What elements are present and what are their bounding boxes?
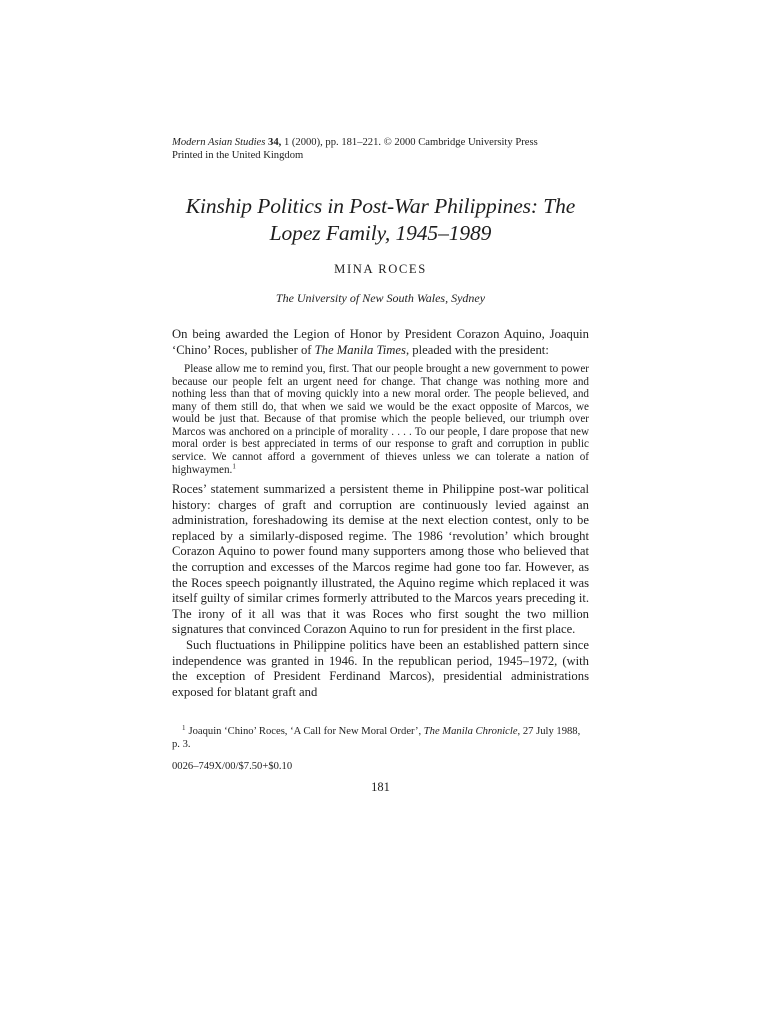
footnote-source: The Manila Chronicle [423, 726, 518, 738]
footnote-number: 1 [182, 723, 186, 732]
journal-page [172, 136, 589, 795]
journal-volume: 34, [268, 137, 282, 148]
intro-text-after: , pleaded with the president: [405, 342, 549, 357]
intro-text-before: On being awarded the Legion of Honor by President Corazon Aquino, Joaquin ‘Chino’ Roces, publisher of [172, 327, 589, 357]
page-number: 181 [371, 780, 390, 795]
footnote-reference[interactable]: 1 [232, 461, 236, 470]
journal-name: Modern Asian Studies [172, 137, 266, 148]
block-quote [172, 363, 589, 476]
quote-text: Please allow me to remind you, first. That our people brought a new government to power because our people felt an urgent need for change. That change was nothing more and nothing less than that of moving quickly into a new moral order. The people believed, and many of them still do, that when we said we would be the exact opposite of Marcos, we would be just that. Because of that promise which the people believed, our triumph over Marcos was anchored on a principle of morality . . . . To our people, I dare propose that new moral order is best appreciated in terms of our response to graft and corruption in public service. We cannot afford a government of thieves unless we can tolerate a nation of highwaymen. [172, 363, 589, 476]
body-paragraph-1: Roces’ statement summarized a persistent theme in Philippine post-war political history: charges of graft and corruption are continuously levied against an administration, foreshadowing its demise at the next election contest, only to be replaced by a similarly-disposed regime. The 1986 ‘revolution’ which brought Corazon Aquino to power found many supporters among those who believed that the corruption and excesses of the Marcos regime had gone too far. However, as the Roces speech poignantly illustrated, the Aquino regime which replaced it was itself guilty of similar crimes formerly attributed to the Marcos years preceding it. The irony of it all was that it was Roces who first sought the two million signatures that convinced Corazon Aquino to run for president in the first place. [172, 482, 589, 637]
title-line-1: Kinship Politics in Post-War Philippines: The [185, 194, 576, 218]
footnote-text-after: , 27 July 1988, p. 3. [172, 726, 581, 751]
footnote-text-before: Joaquin ‘Chino’ Roces, ‘A Call for New Moral Order’, [188, 726, 424, 738]
footnote [172, 725, 589, 751]
title-line-2: Lopez Family, 1945–1989 [269, 221, 492, 245]
citation-details: 1 (2000), pp. 181–221. © 2000 Cambridge University Press [281, 137, 538, 148]
printed-note: Printed in the United Kingdom [172, 150, 304, 161]
article-title [172, 193, 589, 247]
body-paragraph-2: Such fluctuations in Philippine politics have been an established pattern since independence was granted in 1946. In the republican period, 1945–1972, (with the exception of President Ferdinand Marcos), presidential administrations exposed for blatant graft and [172, 638, 589, 699]
author-affiliation: The University of New South Wales, Sydney [275, 291, 486, 305]
intro-paragraph [172, 327, 589, 358]
issn-price-code: 0026–749X/00/$7.50+$0.10 [172, 761, 293, 773]
journal-citation [172, 136, 589, 162]
author-name: MINA ROCES [334, 262, 427, 276]
newspaper-title: The Manila Times [314, 342, 406, 357]
